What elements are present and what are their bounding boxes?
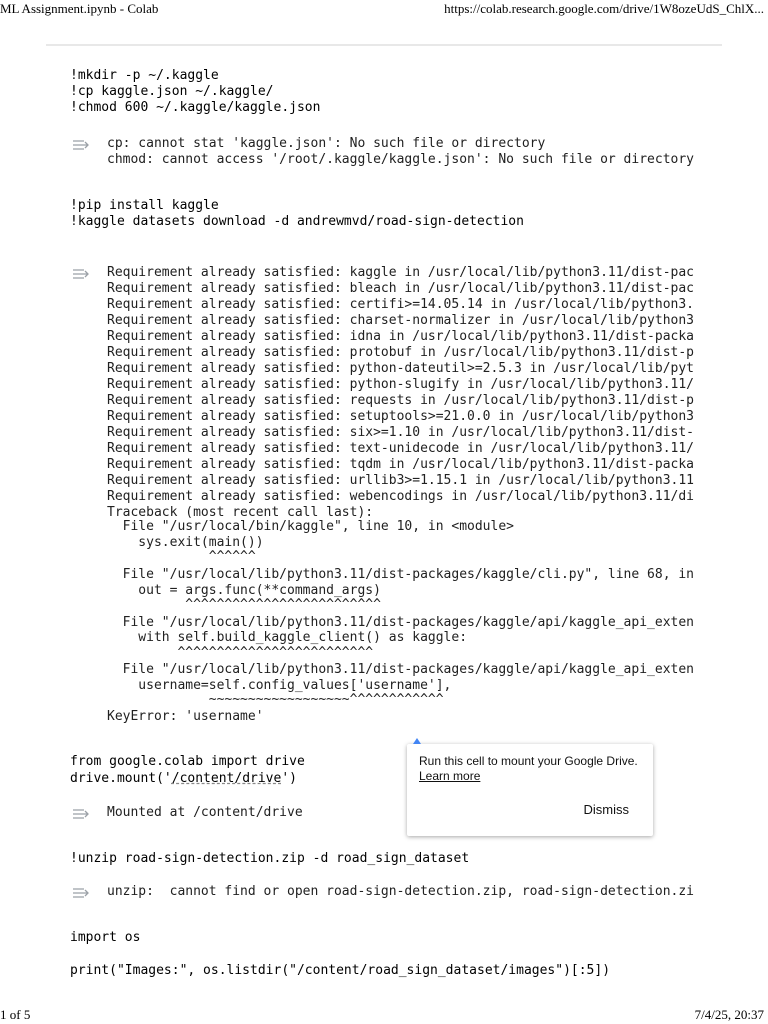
traceback-line: ~~~~~~~~~~~~~~~~~~^^^^^^^^^^^^ (107, 692, 444, 707)
traceback-line: username=self.config_values['username'], (107, 678, 452, 693)
mount-drive-tooltip (407, 744, 653, 836)
traceback-line: File "/usr/local/lib/python3.11/dist-packages/kaggle/api/kaggle_api_exten (107, 662, 694, 677)
code-line[interactable]: !unzip road-sign-detection.zip -d road_sign_dataset (70, 851, 470, 866)
print-header (0, 0, 768, 18)
tooltip-message: Run this cell to mount your Google Drive. (419, 754, 638, 768)
page-title: ML Assignment.ipynb - Colab (0, 1, 159, 16)
code-line[interactable]: import os (70, 930, 141, 945)
code-text: drive.mount(' (70, 771, 172, 786)
traceback-line: ^^^^^^^^^^^^^^^^^^^^^^^^^ (107, 645, 374, 660)
traceback-line: sys.exit(main()) (107, 535, 264, 550)
output-toggle-icon[interactable] (72, 138, 92, 152)
divider (46, 44, 722, 46)
output-line: Requirement already satisfied: certifi>=14.05.14 in /usr/local/lib/python3. (107, 297, 694, 312)
output-line: Requirement already satisfied: requests in /usr/local/lib/python3.11/dist-p (107, 393, 694, 408)
output-line: Requirement already satisfied: protobuf in /usr/local/lib/python3.11/dist-p (107, 345, 694, 360)
page-url: https://colab.research.google.com/drive/1W8ozeUdS_ChlX... (444, 1, 764, 16)
output-line: Requirement already satisfied: urllib3>=1.15.1 in /usr/local/lib/python3.11 (107, 473, 694, 488)
output-line: chmod: cannot access '/root/.kaggle/kaggle.json': No such file or directory (107, 152, 694, 167)
traceback-line: out = args.func(**command_args) (107, 583, 381, 598)
output-toggle-icon[interactable] (72, 886, 92, 900)
code-line[interactable]: !cp kaggle.json ~/.kaggle/ (70, 84, 274, 99)
output-line: cp: cannot stat 'kaggle.json': No such file or directory (107, 136, 546, 151)
output-line: Mounted at /content/drive (107, 805, 303, 820)
code-line[interactable]: from google.colab import drive (70, 754, 305, 769)
traceback-line: ^^^^^^ (107, 549, 256, 564)
output-line: Requirement already satisfied: idna in /usr/local/lib/python3.11/dist-packa (107, 329, 694, 344)
tooltip-caret (413, 738, 421, 744)
traceback-line: Traceback (most recent call last): (107, 505, 374, 520)
code-line[interactable]: !mkdir -p ~/.kaggle (70, 68, 219, 83)
output-line: Requirement already satisfied: webencodings in /usr/local/lib/python3.11/di (107, 489, 694, 504)
code-line[interactable]: print("Images:", os.listdir("/content/road_sign_dataset/images")[:5]) (70, 963, 611, 978)
output-line: Requirement already satisfied: bleach in /usr/local/lib/python3.11/dist-pac (107, 281, 694, 296)
learn-more-link[interactable]: Learn more (419, 769, 481, 783)
output-line: unzip: cannot find or open road-sign-detection.zip, road-sign-detection.zi (107, 884, 694, 899)
traceback-line: with self.build_kaggle_client() as kaggle: (107, 630, 468, 645)
code-line[interactable] (70, 771, 297, 787)
code-line[interactable]: !kaggle datasets download -d andrewmvd/road-sign-detection (70, 214, 524, 229)
output-toggle-icon[interactable] (72, 267, 92, 281)
code-line[interactable]: !pip install kaggle (70, 198, 219, 213)
output-line: Requirement already satisfied: tqdm in /usr/local/lib/python3.11/dist-packa (107, 457, 694, 472)
output-line: Requirement already satisfied: python-dateutil>=2.5.3 in /usr/local/lib/pyt (107, 361, 694, 376)
page-number: 1 of 5 (0, 1007, 31, 1022)
code-line[interactable]: !chmod 600 ~/.kaggle/kaggle.json (70, 100, 321, 115)
error-line: KeyError: 'username' (107, 709, 264, 724)
dismiss-button[interactable]: Dismiss (583, 802, 629, 817)
print-datetime: 7/4/25, 20:37 (694, 1007, 764, 1022)
output-line: Requirement already satisfied: six>=1.10 in /usr/local/lib/python3.11/dist- (107, 425, 694, 440)
traceback-line: File "/usr/local/lib/python3.11/dist-packages/kaggle/cli.py", line 68, in (107, 567, 694, 582)
code-text: ') (281, 771, 297, 786)
traceback-line: File "/usr/local/bin/kaggle", line 10, in <module> (107, 519, 514, 534)
print-footer (0, 1006, 768, 1024)
output-toggle-icon[interactable] (72, 807, 92, 821)
drive-path-link[interactable]: /content/drive (171, 771, 282, 786)
output-line: Requirement already satisfied: kaggle in /usr/local/lib/python3.11/dist-pac (107, 265, 694, 280)
traceback-line: ^^^^^^^^^^^^^^^^^^^^^^^^^ (107, 597, 381, 612)
traceback-line: File "/usr/local/lib/python3.11/dist-packages/kaggle/api/kaggle_api_exten (107, 615, 694, 630)
output-line: Requirement already satisfied: text-unidecode in /usr/local/lib/python3.11/ (107, 441, 694, 456)
output-line: Requirement already satisfied: setuptools>=21.0.0 in /usr/local/lib/python3 (107, 409, 694, 424)
output-line: Requirement already satisfied: charset-normalizer in /usr/local/lib/python3 (107, 313, 694, 328)
output-line: Requirement already satisfied: python-slugify in /usr/local/lib/python3.11/ (107, 377, 694, 392)
